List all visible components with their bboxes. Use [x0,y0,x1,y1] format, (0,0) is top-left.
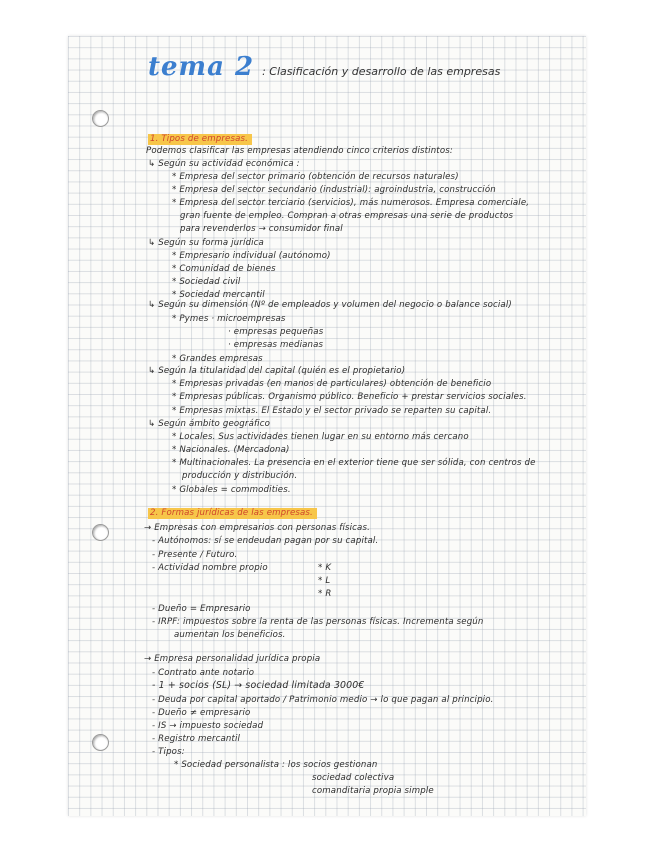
note-line [148,418,270,430]
title-main: tema 2 [148,52,255,82]
note-line [148,299,512,311]
note-text: - Actividad nombre propio [152,563,268,573]
note-line [172,263,276,275]
note-line [152,549,237,561]
note-text: aumentan los beneficios. [174,630,286,640]
note-line [318,562,331,574]
note-text: - 1 + socios (SL) → sociedad limitada 3000€ [152,680,365,691]
note-text: 2. Formas jurídicas de las empresas. [148,508,317,519]
note-line [174,759,377,771]
note-text: 1. Tipos de empresas. [148,134,252,145]
note-line [172,184,496,196]
note-text: ↳ Según su dimensión (Nº de empleados y volumen del negocio o balance social) [148,300,512,310]
note-line [312,785,434,797]
note-text: → Empresas con empresarios con personas físicas. [144,523,370,533]
note-text: gran fuente de empleo. Compran a otras empresas una serie de productos [180,211,514,221]
note-text: * Sociedad mercantil [172,290,265,300]
note-text: → Empresa personalidad jurídica propia [144,654,321,664]
note-line [172,484,291,496]
note-line [172,353,263,365]
page-title [148,52,500,82]
note-line [180,210,513,222]
note-text: - Registro mercantil [152,734,241,744]
note-text: * R [318,589,332,599]
note-text: * Empresa del sector primario (obtención de recursos naturales) [172,172,459,182]
binder-hole [92,110,109,127]
note-text: * Nacionales. (Mercadona) [172,445,290,455]
note-line [172,457,536,469]
note-line [228,339,323,351]
title-subtitle: : Clasificación y desarrollo de las empresas [262,65,501,78]
note-line [152,667,254,679]
note-text: - Presente / Futuro. [152,550,238,560]
note-text: - Deuda por capital aportado / Patrimonio medio → lo que pagan al principio. [152,695,494,705]
note-text: ↳ Según la titularidad del capital (quién es el propietario) [148,366,406,376]
note-line [228,326,323,338]
note-text: sociedad colectiva [312,773,395,783]
note-line [172,431,469,443]
note-line [172,276,240,288]
note-line [146,145,453,157]
note-line [152,720,263,732]
note-text: * Empresario individual (autónomo) [172,251,331,261]
note-line [152,603,251,615]
note-text: * Empresas mixtas. El Estado y el sector privado se reparten su capital. [172,406,492,416]
note-line [318,575,330,587]
note-line [172,197,529,209]
note-text: - Autónomos: sí se endeudan pagan por su capital. [152,536,379,546]
note-text: * Grandes empresas [172,354,263,364]
note-text: - IRPF: impuestos sobre la renta de las personas físicas. Incrementa según [152,617,484,627]
note-line [180,223,343,235]
note-line [152,707,250,719]
note-text: para revenderlos → consumidor final [180,224,343,234]
section-heading [148,133,252,145]
note-text: ↳ Según su actividad económica : [148,159,300,169]
note-text: ↳ Según ámbito geográfico [148,419,270,429]
note-line [172,250,331,262]
note-text: * Locales. Sus actividades tienen lugar en su entorno más cercano [172,432,469,442]
note-line [172,391,527,403]
note-line [148,158,300,170]
note-text: · empresas pequeñas [228,327,324,337]
note-line [152,733,240,745]
note-text: - Contrato ante notario [152,668,255,678]
note-line [172,378,491,390]
note-line [144,522,370,534]
note-line [152,535,378,547]
note-text: - IS → impuesto sociedad [152,721,264,731]
note-line [152,562,268,574]
note-line [312,772,394,784]
note-text: * Empresas públicas. Organismo público. Beneficio + prestar servicios sociales. [172,392,527,402]
note-line [152,680,365,692]
note-line [152,694,494,706]
note-text: - Tipos: [152,747,185,757]
note-text: * Sociedad personalista : los socios gestionan [174,760,378,770]
note-text: * Multinacionales. La presencia en el exterior tiene que ser sólida, con centros de [172,458,536,468]
note-line [152,616,484,628]
note-line [172,171,459,183]
note-line [174,629,286,641]
note-text: comanditaria propia simple [312,786,434,796]
note-text: * Sociedad civil [172,277,241,287]
note-text: Podemos clasificar las empresas atendiendo cinco criterios distintos: [146,146,453,156]
note-text: producción y distribución. [182,471,298,481]
note-line [148,237,264,249]
note-text: * K [318,563,332,573]
note-line [182,470,297,482]
note-text: * Comunidad de bienes [172,264,276,274]
binder-hole [92,734,109,751]
note-text: · empresas medianas [228,340,324,350]
note-line [144,653,320,665]
note-line [152,746,185,758]
note-text: * Globales = commodities. [172,485,291,495]
note-line [172,405,491,417]
note-text: * Empresa del sector terciario (servicios), más numerosos. Empresa comerciale, [172,198,530,208]
binder-hole [92,524,109,541]
note-text: - Dueño ≠ empresario [152,708,251,718]
note-line [172,444,290,456]
section-heading [148,507,317,519]
note-line [148,365,405,377]
note-line [318,588,331,600]
note-text: * Empresa del sector secundario (industrial): agroindustria, construcción [172,185,496,195]
note-text: * Empresas privadas (en manos de particulares) obtención de beneficio [172,379,492,389]
note-text: - Dueño = Empresario [152,604,251,614]
note-text: * L [318,576,331,586]
note-text: ↳ Según su forma jurídica [148,238,264,248]
note-line [172,313,286,325]
note-text: * Pymes · microempresas [172,314,286,324]
